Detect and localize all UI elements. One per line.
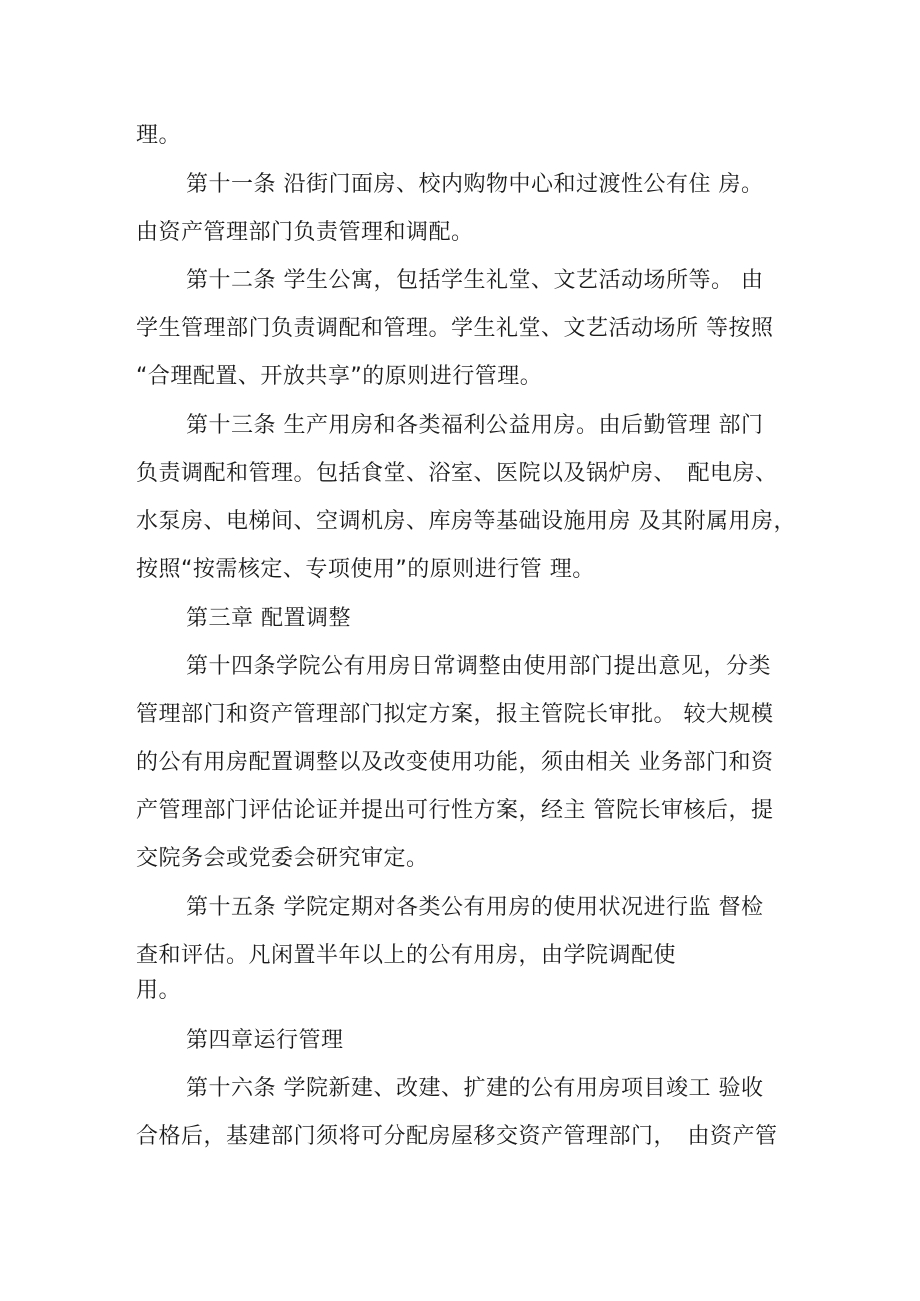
text-line: 管理部门和资产管理部门拟定方案，报主管院长审批。 较大规模	[136, 702, 774, 727]
text-line: 理。	[136, 123, 182, 148]
text-line: 负责调配和管理。包括食堂、浴室、医院以及锅炉房、 配电房、	[136, 461, 778, 486]
chapter-4-heading: 第四章运行管理	[186, 1028, 344, 1053]
text-line: 产管理部门评估论证并提出可行性方案，经主 管院长审核后，提	[136, 798, 774, 823]
text-line: 合格后，基建部门须将可分配房屋移交资产管理部门， 由资产管	[136, 1124, 778, 1149]
article-12-heading: 第十二条 学生公寓，包括学生礼堂、文艺活动场所等。 由	[186, 268, 764, 293]
text-line: 用。	[136, 978, 182, 1003]
article-15-heading: 第十五条 学院定期对各类公有用房的使用状况进行监 督检	[186, 895, 764, 920]
text-line: “合理配置、开放共享”的原则进行管理。	[136, 364, 543, 389]
text-line: 查和评估。凡闲置半年以上的公有用房，由学院调配使	[136, 943, 677, 968]
text-line: 的公有用房配置调整以及改变使用功能，须由相关 业务部门和资	[136, 750, 774, 775]
article-11-heading: 第十一条 沿街门面房、校内购物中心和过渡性公有住 房。	[186, 172, 764, 197]
text-line: 交院务会或党委会研究审定。	[136, 846, 429, 871]
text-line: 按照“按需核定、专项使用”的原则进行管 理。	[136, 557, 595, 582]
article-14-heading: 第十四条学院公有用房日常调整由使用部门提出意见，分类	[186, 654, 772, 679]
text-line: 学生管理部门负责调配和管理。学生礼堂、文艺活动场所 等按照	[136, 316, 774, 341]
article-13-heading: 第十三条 生产用房和各类福利公益用房。由后勤管理 部门	[186, 413, 764, 438]
chapter-3-heading: 第三章 配置调整	[186, 606, 351, 631]
text-line: 由资产管理部门负责管理和调配。	[136, 220, 474, 245]
text-line: 水泵房、电梯间、空调机房、库房等基础设施用房 及其附属用房，	[136, 509, 796, 534]
article-16-heading: 第十六条 学院新建、改建、扩建的公有用房项目竣工 验收	[186, 1076, 764, 1101]
